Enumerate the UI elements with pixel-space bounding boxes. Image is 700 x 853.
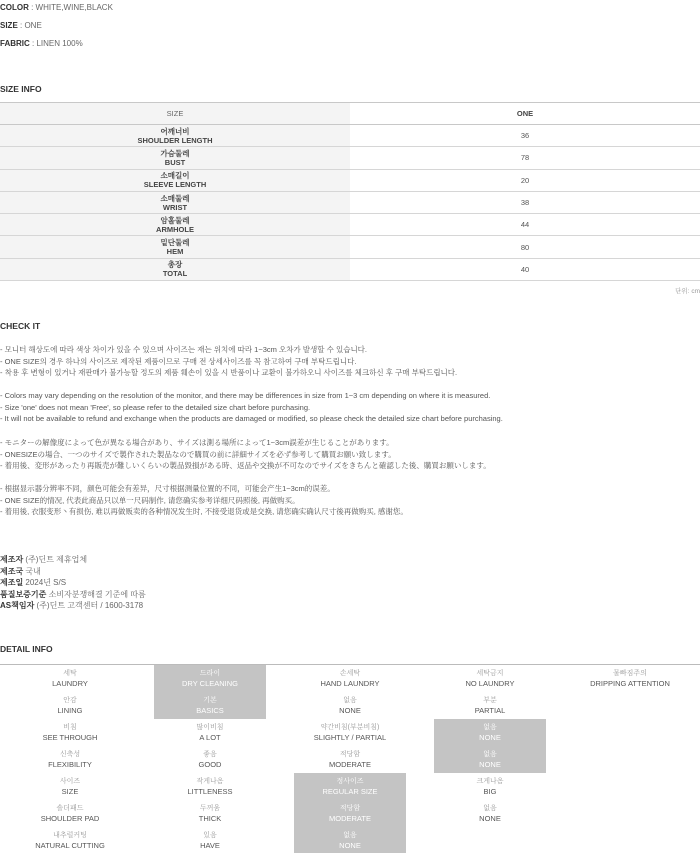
detail-ko-label: 정사이즈	[336, 777, 364, 785]
maker-row-value: (주)딘트 제휴업체	[23, 555, 88, 564]
detail-option-selected	[434, 746, 546, 773]
size-row	[0, 147, 700, 169]
detail-option-selected	[434, 719, 546, 746]
detail-ko-label: 없음	[343, 696, 357, 704]
maker-row-label: 제조국	[0, 566, 24, 576]
detail-row-label	[0, 773, 140, 800]
detail-ko-label: 신축성	[59, 750, 81, 758]
detail-option	[560, 665, 700, 692]
detail-option-selected	[294, 773, 406, 800]
spec-color-label: COLOR	[0, 3, 29, 12]
spec-fabric	[0, 39, 83, 48]
size-row-label-en: TOTAL	[162, 269, 188, 279]
detail-row-label	[0, 800, 140, 827]
maker-row-label: 품질보증기준	[0, 589, 47, 599]
size-row-value: 40	[520, 264, 530, 274]
detail-ko-label: 손세탁	[339, 669, 361, 677]
detail-option	[154, 827, 266, 853]
detail-row	[0, 746, 700, 773]
detail-empty-cell	[560, 719, 700, 746]
size-row-label-en: BUST	[164, 157, 186, 167]
detail-ko-label: 드라이	[199, 669, 221, 677]
detail-en-label: BIG	[483, 786, 497, 796]
detail-en-label: MODERATE	[329, 813, 371, 823]
spec-color-value: : WHITE,WINE,BLACK	[28, 3, 113, 12]
size-row-label-ko: 어깨너비	[160, 126, 190, 136]
size-header-label: SIZE	[0, 103, 350, 125]
detail-option	[154, 746, 266, 773]
detail-ko-label: 사이즈	[59, 777, 81, 785]
check-note-line: - 着用後、変形があったり再販売が難しいくらいの製品毀損がある時、返品や交換が不可なのでサイズをきちんと確認した後、購買お願いします。	[0, 461, 491, 471]
spec-fabric-value: : LINEN 100%	[29, 39, 83, 48]
spec-size-label: SIZE	[0, 21, 18, 30]
detail-en-label: A LOT	[199, 732, 221, 742]
detail-en-label: NONE	[479, 813, 501, 823]
detail-row	[0, 665, 700, 692]
detail-option	[294, 719, 406, 746]
detail-option	[434, 665, 546, 692]
detail-en-label: FLEXIBILITY	[48, 759, 92, 769]
detail-en-label: DRIPPING ATTENTION	[590, 678, 670, 688]
spec-fabric-label: FABRIC	[0, 39, 30, 48]
detail-en-label: LAUNDRY	[52, 678, 88, 688]
check-it-title: CHECK IT	[0, 321, 41, 331]
detail-ko-label: 세탁금지	[476, 669, 504, 677]
size-row-value: 36	[520, 131, 530, 141]
detail-row-label	[0, 746, 140, 773]
size-row-label-ko: 소매길이	[160, 171, 190, 181]
detail-option	[294, 665, 406, 692]
detail-row	[0, 800, 700, 827]
detail-ko-label: 내추럴커팅	[53, 831, 87, 839]
detail-en-label: SLIGHTLY / PARTIAL	[313, 732, 387, 742]
detail-empty-cell	[560, 692, 700, 719]
detail-option-selected	[154, 665, 266, 692]
size-row-label	[0, 258, 350, 280]
detail-en-label: THICK	[198, 813, 222, 823]
size-row-label-ko: 소매둘레	[160, 193, 190, 203]
detail-option	[154, 800, 266, 827]
detail-option	[154, 773, 266, 800]
detail-option	[154, 719, 266, 746]
detail-ko-label: 없음	[343, 831, 357, 839]
detail-ko-label: 숄더패드	[56, 804, 84, 812]
detail-en-label: NO LAUNDRY	[465, 678, 515, 688]
detail-en-label: MODERATE	[329, 759, 371, 769]
detail-ko-label: 물빠짐주의	[613, 669, 647, 677]
size-row-label	[0, 169, 350, 191]
check-notes-ja	[0, 437, 491, 472]
detail-option	[294, 746, 406, 773]
detail-ko-label: 비침	[63, 723, 77, 731]
size-row-label-en: SLEEVE LENGTH	[143, 180, 207, 190]
detail-ko-label: 부분	[483, 696, 497, 704]
spec-size-value: : ONE	[17, 21, 42, 30]
detail-option-selected	[294, 800, 406, 827]
check-note-line: - It will not be available to refund and exchange when the products are damaged or modified, so please check the detailed size chart before purchasing.	[0, 414, 503, 424]
detail-ko-label: 두꺼움	[199, 804, 221, 812]
size-row-label-en: HEM	[166, 247, 184, 257]
check-note-line: - ONE SIZE的情况, 代表此商品只以单一尺码制作, 请您确实参考详细尺码照後, 再做购买。	[0, 495, 300, 505]
maker-row	[0, 566, 146, 578]
check-note-line: - Colors may vary depending on the resolution of the monitor, and there may be differences in size from 1~3 cm depending on where it is measured.	[0, 391, 491, 400]
detail-ko-label: 적당함	[339, 750, 361, 758]
detail-en-label: NONE	[339, 705, 361, 715]
check-note-line: - ONESIZEの場合、一つのサイズで製作された製品なので購買の前に詳細サイズを必ず参考して購買お願い致します。	[0, 449, 396, 459]
maker-row-label: AS책임자	[0, 601, 35, 611]
detail-row-label	[0, 692, 140, 719]
maker-row-value: 2024년 S/S	[23, 578, 67, 588]
size-table	[0, 102, 700, 281]
detail-row	[0, 827, 700, 853]
detail-info-grid	[0, 664, 700, 853]
maker-info	[0, 554, 146, 612]
check-note-line: - 根据显示器分辨率不同，颜色可能会有差异，尺寸根据测量位置的不同，可能会产生1~3cm的误差。	[0, 484, 335, 493]
size-row-label	[0, 125, 350, 147]
detail-empty-cell	[560, 827, 700, 853]
maker-row	[0, 600, 146, 612]
detail-row-label	[0, 665, 140, 692]
check-note-line: - 모니터 해상도에 따라 색상 차이가 있을 수 있으며 사이즈는 재는 위치에 따라 1~3cm 오차가 발생할 수 있습니다.	[0, 345, 368, 354]
size-row-label-ko: 밑단둘레	[160, 238, 190, 248]
size-row-label-ko: 암홀둘레	[160, 215, 190, 225]
spec-size	[0, 21, 42, 30]
detail-row-label	[0, 719, 140, 746]
detail-row	[0, 692, 700, 719]
detail-en-label: LINING	[57, 705, 83, 715]
detail-en-label: HAND LAUNDRY	[320, 678, 380, 688]
check-note-line: - Size 'one' does not mean 'Free', so please refer to the detailed size chart before purchasing.	[0, 402, 311, 412]
detail-en-label: REGULAR SIZE	[322, 786, 378, 796]
detail-en-label: NATURAL CUTTING	[35, 840, 105, 850]
size-unit: 단위: cm	[675, 288, 700, 295]
detail-en-label: BASICS	[196, 705, 224, 715]
detail-option	[434, 773, 546, 800]
detail-en-label: NONE	[339, 840, 361, 850]
check-notes-en	[0, 390, 503, 425]
detail-ko-label: 적당함	[339, 804, 361, 812]
detail-empty-cell	[560, 746, 700, 773]
maker-row	[0, 554, 146, 566]
detail-en-label: SIZE	[61, 786, 79, 796]
size-row-label	[0, 147, 350, 169]
detail-en-label: DRY CLEANING	[182, 678, 238, 688]
maker-row-label: 제조자	[0, 555, 24, 564]
detail-option	[434, 692, 546, 719]
size-row-label-ko: 총장	[167, 260, 183, 270]
size-row	[0, 214, 700, 236]
detail-en-label: PARTIAL	[474, 705, 506, 715]
size-table-header	[0, 103, 700, 125]
maker-row-value: 국내	[23, 566, 41, 576]
size-row-value: 80	[520, 242, 530, 252]
detail-ko-label: 없음	[483, 723, 497, 731]
detail-en-label: NONE	[479, 759, 501, 769]
detail-en-label: LITTLENESS	[187, 786, 233, 796]
size-header-value: ONE	[516, 109, 534, 118]
detail-en-label: NONE	[479, 732, 501, 742]
size-row-value: 38	[520, 198, 530, 208]
size-row	[0, 236, 700, 258]
detail-en-label: HAVE	[200, 840, 220, 850]
detail-ko-label: 안감	[63, 696, 77, 704]
detail-ko-label: 약간비침(부분비침)	[320, 723, 380, 731]
size-row-label-en: WRIST	[162, 202, 188, 212]
detail-ko-label: 크게나옴	[476, 777, 504, 785]
size-row-label	[0, 214, 350, 236]
detail-option-selected	[154, 692, 266, 719]
size-row-label	[0, 191, 350, 213]
size-row	[0, 125, 700, 147]
detail-row	[0, 773, 700, 800]
detail-row	[0, 719, 700, 746]
detail-option	[294, 692, 406, 719]
maker-row	[0, 589, 146, 601]
size-info-title: SIZE INFO	[0, 84, 42, 94]
detail-ko-label: 세탁	[63, 669, 77, 677]
size-row-value: 44	[520, 220, 530, 230]
detail-en-label: SHOULDER PAD	[40, 813, 100, 823]
detail-empty-cell	[560, 773, 700, 800]
size-row-label-en: SHOULDER LENGTH	[137, 135, 213, 145]
size-row-label	[0, 236, 350, 258]
detail-ko-label: 많이비침	[196, 723, 224, 731]
maker-row-label: 제조일	[0, 578, 24, 588]
check-notes-ko	[0, 344, 457, 379]
spec-color	[0, 3, 113, 12]
detail-ko-label: 없음	[483, 750, 497, 758]
maker-row-value: (주)딘트 고객센터 / 1600-3178	[34, 601, 144, 611]
detail-empty-cell	[434, 827, 546, 853]
detail-ko-label: 작게나옴	[196, 777, 224, 785]
size-row-label-en: ARMHOLE	[156, 224, 194, 234]
detail-ko-label: 기본	[203, 696, 217, 704]
size-row	[0, 191, 700, 213]
check-note-line: - 착용 후 변형이 있거나 재판매가 불가능할 정도의 제품 훼손이 있을 시 반품이나 교환이 불가하오니 사이즈를 체크하신 후 구매 부탁드립니다.	[0, 368, 458, 378]
detail-row-label	[0, 827, 140, 853]
maker-row	[0, 577, 146, 589]
detail-info-title: DETAIL INFO	[0, 644, 53, 654]
detail-option	[434, 800, 546, 827]
detail-option-selected	[294, 827, 406, 853]
detail-ko-label: 좋음	[203, 750, 217, 758]
check-note-line: - ONE SIZE의 경우 하나의 사이즈로 제작된 제품이므로 구매 전 상세사이즈를 꼭 참고하여 구매 부탁드립니다.	[0, 356, 357, 366]
detail-en-label: GOOD	[198, 759, 222, 769]
detail-en-label: SEE THROUGH	[42, 732, 98, 742]
size-row	[0, 258, 700, 280]
detail-ko-label: 있음	[203, 831, 217, 839]
check-notes-zh	[0, 483, 408, 518]
detail-empty-cell	[560, 800, 700, 827]
check-note-line: - モニターの解像度によって色が異なる場合があり、サイズは測る場所によって1~3cm誤差が生じることがあります。	[0, 438, 394, 447]
maker-row-value: 소비자분쟁해결 기준에 따름	[46, 589, 146, 599]
check-note-line: - 着用後, 衣服变形丶有损伤, 难以再做贩卖的各种情况发生时, 不接受退货或是交换, 请您确实确认尺寸後再做购买, 感谢您。	[0, 507, 408, 517]
size-row	[0, 169, 700, 191]
size-row-value: 78	[520, 153, 530, 163]
size-row-value: 20	[520, 175, 530, 185]
size-row-label-ko: 가슴둘레	[160, 148, 190, 158]
detail-ko-label: 없음	[483, 804, 497, 812]
